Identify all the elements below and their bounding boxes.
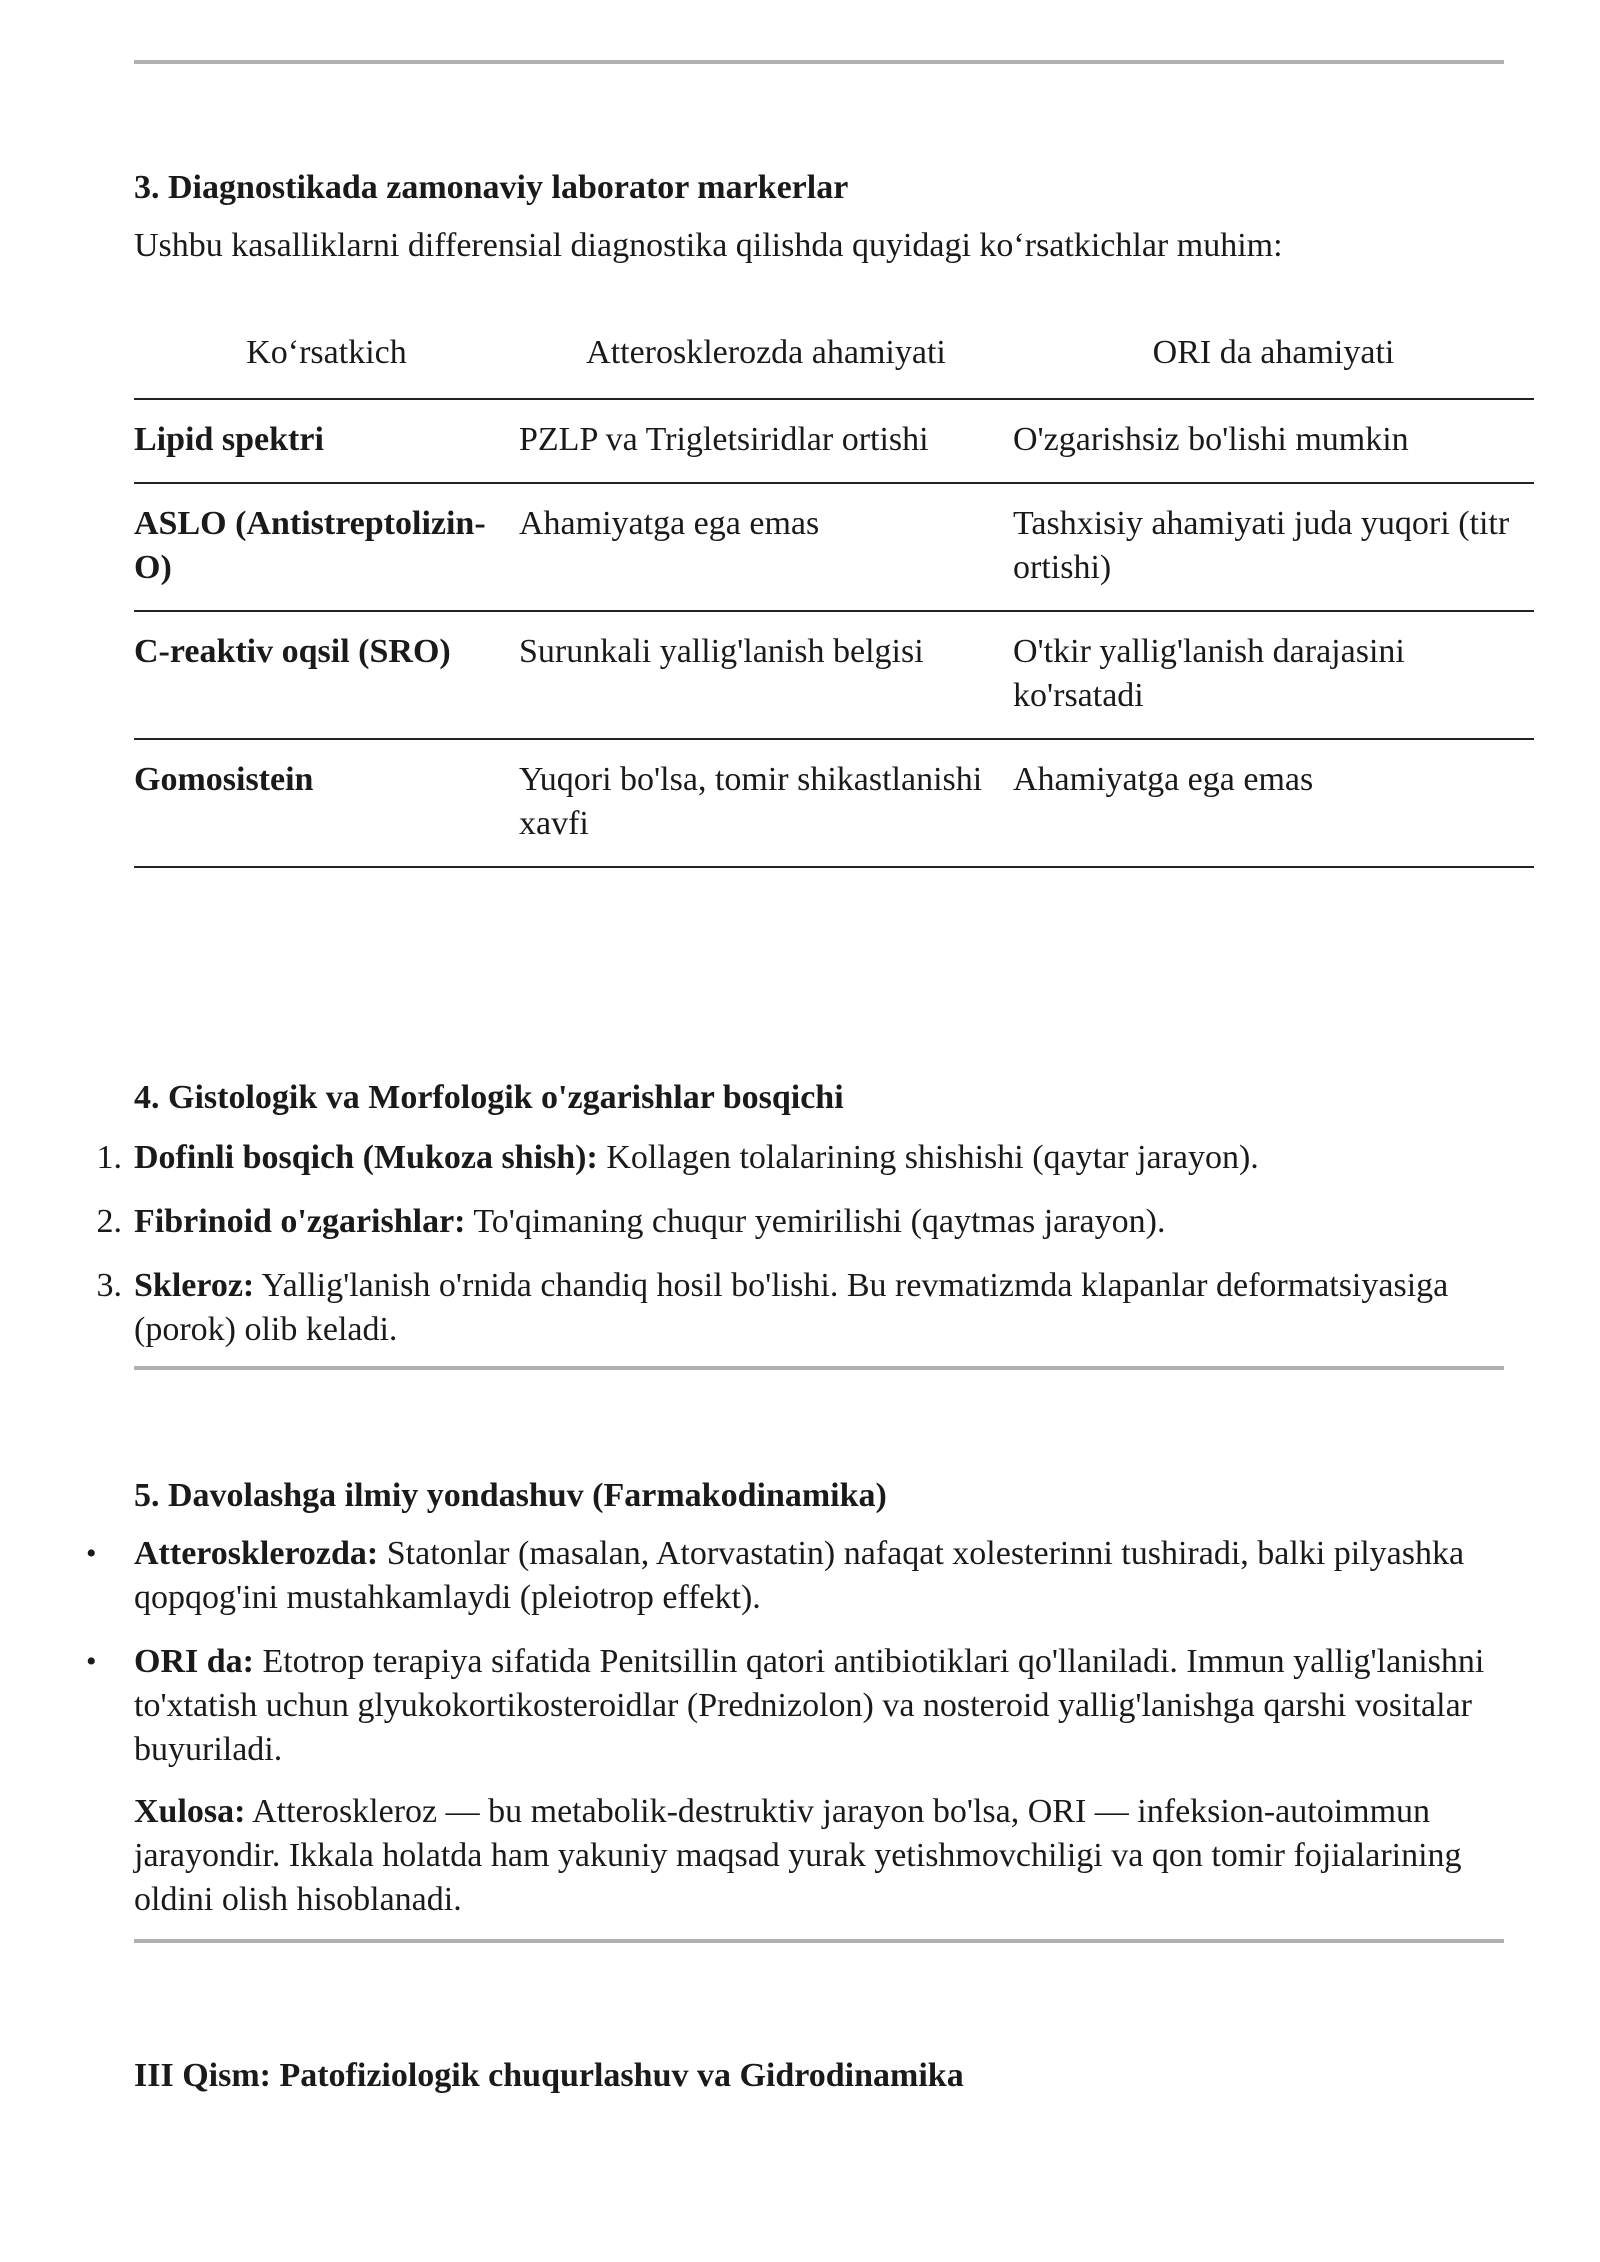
- column-header-marker: Ko‘rsatkich: [134, 308, 519, 399]
- markers-table: [134, 308, 1534, 868]
- ori-significance: O'tkir yallig'lanish darajasini ko'rsatadi: [1013, 611, 1534, 739]
- table-row: [134, 399, 1534, 483]
- table-row: [134, 611, 1534, 739]
- bullet: •: [86, 1645, 97, 1678]
- divider-top: [134, 60, 1504, 64]
- ori-significance: Tashxisiy ahamiyati juda yuqori (titr ortishi): [1013, 483, 1534, 611]
- section-4-heading: 4. Gistologik va Morfologik o'zgarishlar bosqichi: [134, 1079, 844, 1116]
- list-item: [86, 1640, 1534, 1772]
- conclusion-text: Atteroskleroz — bu metabolik-destruktiv jarayon bo'lsa, ORI — infeksion-autoimmun jarayondir. Ikkala holatda ham yakuniy maqsad yurak yetishmovchiligi va qon tomir fojialarining oldini olish hisoblanadi.: [134, 1793, 1462, 1918]
- table-row: [134, 483, 1534, 611]
- marker-name: Gomosistein: [134, 739, 519, 867]
- atherosclerosis-significance: Surunkali yallig'lanish belgisi: [519, 611, 1013, 739]
- section-3-heading: 3. Diagnostikada zamonaviy laborator markerlar: [134, 169, 849, 206]
- column-header-atherosclerosis: Atterosklerozda ahamiyati: [519, 308, 1013, 399]
- list-item: [96, 1136, 1534, 1180]
- ori-significance: Ahamiyatga ega emas: [1013, 739, 1534, 867]
- table-row: [134, 739, 1534, 867]
- list-item: [86, 1532, 1534, 1620]
- stage-term: Skleroz:: [134, 1267, 255, 1304]
- marker-name: ASLO (Antistreptolizin-O): [134, 483, 519, 611]
- treatment-list: [86, 1532, 1534, 1792]
- section-3-intro: Ushbu kasalliklarni differensial diagnostika qilishda quyidagi ko‘rsatkichlar muhim:: [134, 227, 1283, 264]
- ori-significance: O'zgarishsiz bo'lishi mumkin: [1013, 399, 1534, 483]
- atherosclerosis-significance: Yuqori bo'lsa, tomir shikastlanishi xavfi: [519, 739, 1013, 867]
- stage-term: Fibrinoid o'zgarishlar:: [134, 1203, 466, 1240]
- list-item: [96, 1200, 1534, 1244]
- stage-term: Dofinli bosqich (Mukoza shish):: [134, 1139, 598, 1176]
- list-number: 3.: [96, 1267, 122, 1304]
- list-number: 2.: [96, 1203, 122, 1240]
- treatment-term: ORI da:: [134, 1643, 254, 1680]
- list-item: [96, 1264, 1534, 1352]
- part-3-heading: III Qism: Patofiziologik chuqurlashuv va Gidrodinamika: [134, 2057, 964, 2094]
- divider-section-5: [134, 1939, 1504, 1943]
- bullet: •: [86, 1537, 97, 1570]
- column-header-ori: ORI da ahamiyati: [1013, 308, 1534, 399]
- conclusion-paragraph: [134, 1790, 1534, 1922]
- treatment-text: Etotrop terapiya sifatida Penitsillin qatori antibiotiklari qo'llaniladi. Immun yallig'lanishni to'xtatish uchun glyukokortikosteroidlar (Prednizolon) va nosteroid yallig'lanishga qarshi vositalar buyuriladi.: [134, 1643, 1485, 1768]
- marker-name: C-reaktiv oqsil (SRO): [134, 611, 519, 739]
- atherosclerosis-significance: PZLP va Trigletsiridlar ortishi: [519, 399, 1013, 483]
- marker-name: Lipid spektri: [134, 399, 519, 483]
- stage-text: To'qimaning chuqur yemirilishi (qaytmas jarayon).: [465, 1203, 1166, 1240]
- list-number: 1.: [96, 1139, 122, 1176]
- atherosclerosis-significance: Ahamiyatga ega emas: [519, 483, 1013, 611]
- conclusion-term: Xulosa:: [134, 1793, 246, 1830]
- table-header-row: [134, 308, 1534, 399]
- treatment-term: Atterosklerozda:: [134, 1535, 379, 1572]
- stages-list: [96, 1136, 1534, 1372]
- section-5-heading: 5. Davolashga ilmiy yondashuv (Farmakodinamika): [134, 1477, 887, 1514]
- divider-section-4: [134, 1366, 1504, 1370]
- stage-text: Yallig'lanish o'rnida chandiq hosil bo'lishi. Bu revmatizmda klapanlar deformatsiyasiga (porok) olib keladi.: [134, 1267, 1449, 1348]
- stage-text: Kollagen tolalarining shishishi (qaytar jarayon).: [597, 1139, 1259, 1176]
- treatment-text: Statonlar (masalan, Atorvastatin) nafaqat xolesterinni tushiradi, balki pilyashka qopqog'ini mustahkamlaydi (pleiotrop effekt).: [134, 1535, 1465, 1616]
